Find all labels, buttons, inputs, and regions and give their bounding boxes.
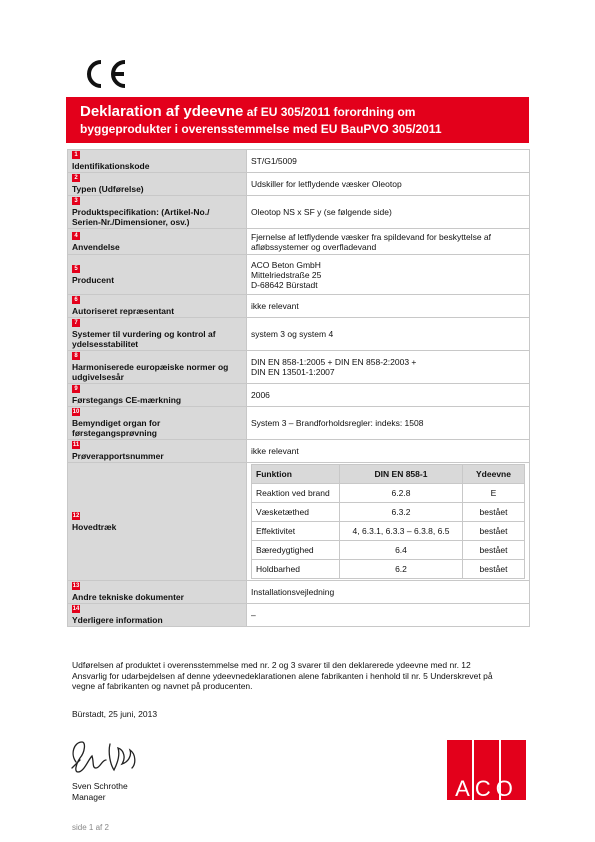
row-label-cell: [68, 581, 247, 604]
feature-norm: 6.2: [340, 560, 463, 579]
title-bold: Deklaration af ydeevne: [80, 103, 244, 120]
declaration-row: [68, 229, 530, 255]
row-label: Yderligere information: [72, 615, 163, 625]
feature-row: [252, 522, 525, 541]
declaration-row: [68, 150, 530, 173]
row-number-badge: 6: [72, 296, 80, 304]
declaration-row: [68, 351, 530, 384]
row-number-badge: 9: [72, 385, 80, 393]
row-label: Hovedtræk: [72, 521, 117, 532]
feature-function: Effektivitet: [252, 522, 340, 541]
declaration-row: [68, 173, 530, 196]
feature-norm: 6.3.2: [340, 503, 463, 522]
row-value: Oleotop NS x SF y (se følgende side): [247, 196, 530, 229]
declaration-row: [68, 384, 530, 407]
signer-block: [72, 781, 128, 802]
ce-mark-icon: [82, 58, 130, 90]
declaration-table: [67, 149, 530, 627]
feature-function: Bæredygtighed: [252, 541, 340, 560]
feature-function: Væsketæthed: [252, 503, 340, 522]
row-value: ikke relevant: [247, 440, 530, 463]
feature-performance: bestået: [463, 541, 525, 560]
row-label-cell: [68, 173, 247, 196]
row-label-cell: [68, 384, 247, 407]
feature-norm: 6.4: [340, 541, 463, 560]
feature-performance: bestået: [463, 522, 525, 541]
feature-performance: E: [463, 484, 525, 503]
note-line: vegne af fabrikanten og navnet på producenten.: [72, 681, 253, 691]
row-label-cell: [68, 196, 247, 229]
row-value: System 3 – Brandforholdsregler: indeks: 1508: [247, 407, 530, 440]
features-header-cell: Ydeevne: [463, 465, 525, 484]
row-value: Installationsvejledning: [247, 581, 530, 604]
row-value: Fjernelse af letflydende væsker fra spildevand for beskyttelse af afløbssystemer og overfladevand: [247, 229, 530, 255]
row-label-cell: [68, 229, 247, 255]
row-label: Bemyndiget organ for førstegangsprøvning: [72, 418, 161, 438]
features-header-cell: DIN EN 858-1: [340, 465, 463, 484]
feature-function: Holdbarhed: [252, 560, 340, 579]
row-label: Producent: [72, 274, 115, 285]
feature-norm: 6.2.8: [340, 484, 463, 503]
row-label: Identifikationskode: [72, 161, 150, 171]
declaration-row: [68, 255, 530, 295]
row-label-cell: [68, 255, 247, 295]
row-label-cell: [68, 407, 247, 440]
row-value: ST/G1/5009: [247, 150, 530, 173]
main-features-table: [251, 464, 525, 579]
feature-performance: bestået: [463, 503, 525, 522]
row-number-badge: 1: [72, 151, 80, 159]
row-label: Typen (Udførelse): [72, 184, 144, 194]
feature-row: [252, 560, 525, 579]
row-label-cell: [68, 318, 247, 351]
declaration-title-banner: [66, 97, 529, 143]
row-number-badge: 2: [72, 174, 80, 182]
feature-row: [252, 484, 525, 503]
row-number-badge: 14: [72, 606, 80, 612]
signer-name: Sven Schrothe: [72, 781, 128, 791]
declaration-row-main-features: [68, 463, 530, 581]
row-value: system 3 og system 4: [247, 318, 530, 351]
declaration-row: [68, 318, 530, 351]
row-label-cell: [68, 150, 247, 173]
note-line: Ansvarlig for udarbejdelsen af denne ydeevnedeklarationen alene fabrikanten i henhold til nr. 5 Underskrevet på: [72, 670, 493, 681]
row-label: Produktspecifikation: (Artikel-No./ Serien-Nr./Dimensioner, osv.): [72, 207, 210, 227]
row-value: Udskiller for letflydende væsker Oleotop: [247, 173, 530, 196]
note-line: Udførelsen af produktet i overensstemmelse med nr. 2 og 3 svarer til den deklarerede ydeevne med nr. 12: [72, 660, 471, 670]
declaration-notes: [72, 660, 542, 692]
feature-function: Reaktion ved brand: [252, 484, 340, 503]
row-value: ACO Beton GmbH Mittelriedstraße 25 D-68642 Bürstadt: [247, 255, 530, 295]
feature-row: [252, 541, 525, 560]
row-number-badge: 4: [72, 232, 80, 240]
row-label: Anvendelse: [72, 241, 120, 252]
signer-title: Manager: [72, 791, 106, 802]
row-number-badge: 12: [72, 512, 80, 519]
row-label: Systemer til vurdering og kontrol af ydelsesstabilitet: [72, 329, 216, 349]
main-features-cell: [247, 463, 530, 581]
place-date: Bürstadt, 25 juni, 2013: [72, 709, 158, 719]
declaration-row: [68, 440, 530, 463]
row-number-badge: 10: [72, 409, 80, 415]
row-label-cell: [68, 604, 247, 627]
declaration-row: [68, 604, 530, 627]
row-label-cell: [68, 440, 247, 463]
feature-performance: bestået: [463, 560, 525, 579]
row-label: Autoriseret repræsentant: [72, 306, 175, 316]
declaration-row: [68, 295, 530, 318]
feature-norm: 4, 6.3.1, 6.3.3 – 6.3.8, 6.5: [340, 522, 463, 541]
row-number-badge: 7: [72, 319, 80, 327]
row-number-badge: 13: [72, 583, 80, 589]
row-number-badge: 11: [72, 442, 80, 448]
row-label: Harmoniserede europæiske normer og udgivelsesår: [72, 362, 229, 382]
row-value: –: [247, 604, 530, 627]
row-label: Andre tekniske dokumenter: [72, 592, 184, 602]
row-label-cell: [68, 463, 247, 581]
row-number-badge: 5: [72, 265, 80, 273]
row-number-badge: 8: [72, 352, 80, 360]
row-label: Prøverapportsnummer: [72, 451, 164, 461]
svg-text:ACO: ACO: [455, 776, 518, 800]
aco-logo: [447, 740, 526, 800]
row-value: 2006: [247, 384, 530, 407]
row-label-cell: [68, 351, 247, 384]
row-value: ikke relevant: [247, 295, 530, 318]
features-header-row: [252, 465, 525, 484]
row-number-badge: 3: [72, 197, 80, 205]
declaration-row: [68, 407, 530, 440]
title-subtitle: byggeprodukter i overensstemmelse med EU BauPVO 305/2011: [80, 122, 442, 136]
page-number: side 1 af 2: [72, 823, 109, 832]
signature-icon: [66, 732, 144, 778]
declaration-row: [68, 581, 530, 604]
title-rest: af EU 305/2011 forordning om: [246, 105, 416, 119]
row-value: DIN EN 858-1:2005 + DIN EN 858-2:2003 + DIN EN 13501-1:2007: [247, 351, 530, 384]
declaration-row: [68, 196, 530, 229]
feature-row: [252, 503, 525, 522]
features-header-cell: Funktion: [252, 465, 340, 484]
row-label: Førstegangs CE-mærkning: [72, 395, 182, 405]
row-label-cell: [68, 295, 247, 318]
